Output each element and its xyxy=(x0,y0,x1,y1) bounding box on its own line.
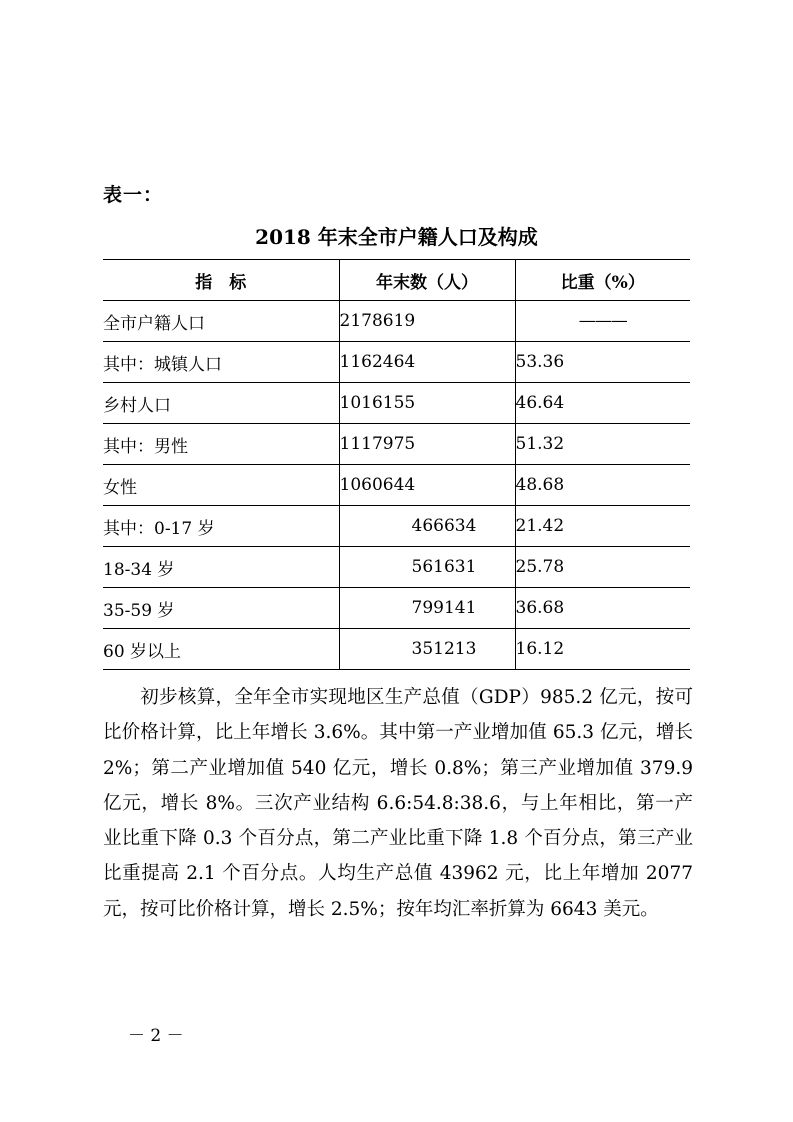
header-count: 年末数（人） xyxy=(339,260,515,301)
table-row xyxy=(103,506,690,547)
row-share: 51.32 xyxy=(515,424,690,465)
row-count: 351213 xyxy=(339,629,515,670)
row-label: 女性 xyxy=(103,465,339,506)
table-row xyxy=(103,301,690,342)
row-label: 其中：男性 xyxy=(103,424,339,465)
row-label: 60 岁以上 xyxy=(103,629,339,670)
row-count: 1016155 xyxy=(339,383,515,424)
row-count: 466634 xyxy=(339,506,515,547)
table-row xyxy=(103,547,690,588)
row-label: 全市户籍人口 xyxy=(103,301,339,342)
row-count: 799141 xyxy=(339,588,515,629)
table-row xyxy=(103,629,690,670)
row-share: 48.68 xyxy=(515,465,690,506)
header-indicator: 指 标 xyxy=(103,260,339,301)
row-count: 1117975 xyxy=(339,424,515,465)
table-row xyxy=(103,383,690,424)
row-count: 2178619 xyxy=(339,301,515,342)
table-row xyxy=(103,342,690,383)
row-label: 其中：0-17 岁 xyxy=(103,506,339,547)
table-label: 表一： xyxy=(103,184,164,206)
row-share: 25.78 xyxy=(515,547,690,588)
row-count: 1060644 xyxy=(339,465,515,506)
header-share: 比重（%） xyxy=(515,260,690,301)
body-paragraph xyxy=(103,680,693,927)
row-share: 16.12 xyxy=(515,629,690,670)
table-row xyxy=(103,588,690,629)
paragraph-text: 初步核算，全年全市实现地区生产总值（GDP）985.2 亿元，按可比价格计算，比上年增长 3.6%。其中第一产业增加值 65.3 亿元，增长 2%；第二产业增加值 540 亿元，增长 0.8%；第三产业增加值 379.9 亿元，增长 8%。三次产业结构 6.6:54.8:38.6，与上年相比，第一产业比重下降 0.3 个百分点，第二产业比重下降 1.8 个百分点，第三产业比重提高 2.1 个百分点。人均生产总值 43962 元，比上年增加 2077 元，按可比价格计算，增长 2.5%；按年均汇率折算为 6643 美元。 xyxy=(103,687,693,920)
table-row xyxy=(103,424,690,465)
population-table xyxy=(103,259,690,670)
row-share: 46.64 xyxy=(515,383,690,424)
table-header-row xyxy=(103,260,690,301)
row-share: 36.68 xyxy=(515,588,690,629)
table-title: 2018 年末全市户籍人口及构成 xyxy=(255,225,538,249)
row-share: 21.42 xyxy=(515,506,690,547)
table-row xyxy=(103,465,690,506)
row-label: 其中：城镇人口 xyxy=(103,342,339,383)
row-label: 乡村人口 xyxy=(103,383,339,424)
row-share: 53.36 xyxy=(515,342,690,383)
row-count: 561631 xyxy=(339,547,515,588)
row-label: 35-59 岁 xyxy=(103,588,339,629)
page-number: － 2 － xyxy=(128,1026,184,1046)
row-count: 1162464 xyxy=(339,342,515,383)
row-share: ——— xyxy=(515,301,690,342)
row-label: 18-34 岁 xyxy=(103,547,339,588)
